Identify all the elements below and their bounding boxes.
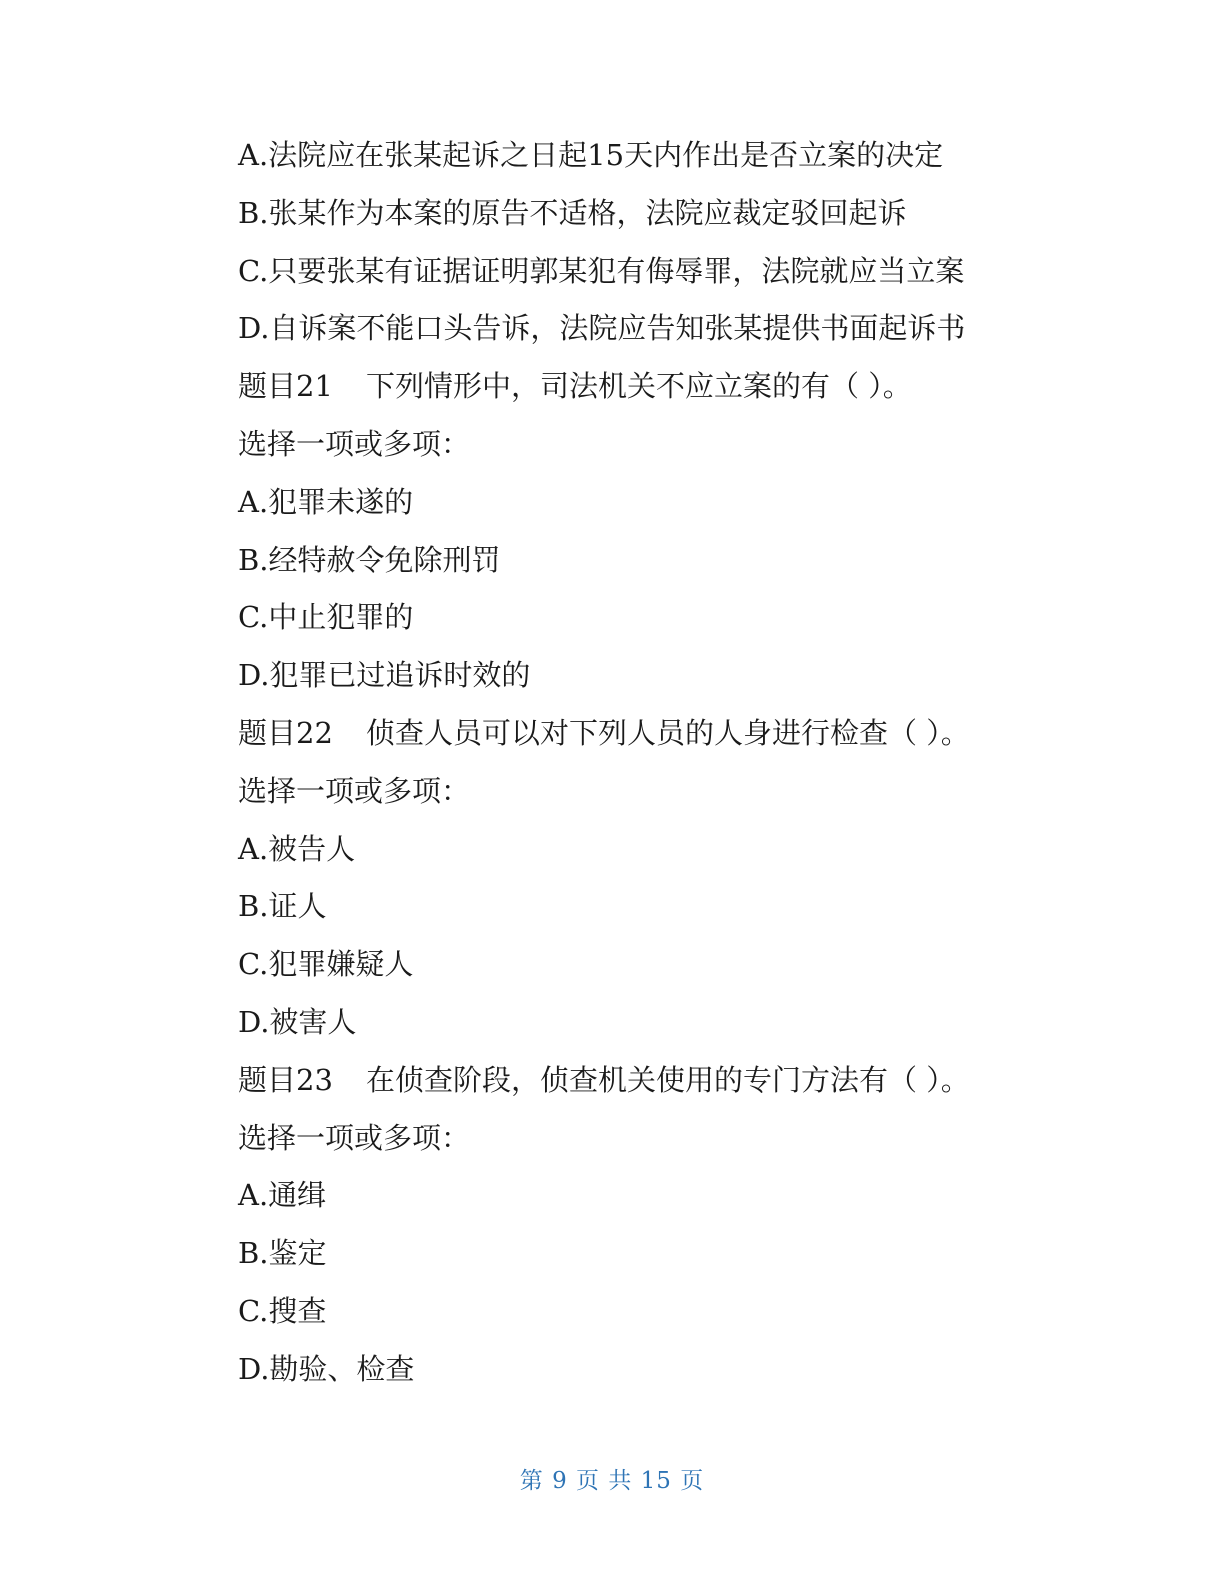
option-a: A.被告人 [238,831,356,866]
option-c: C.只要张某有证据证明郭某犯有侮辱罪，法院就应当立案 [238,253,965,288]
document-body [238,127,1138,1399]
question-number: 题目21 [238,369,333,404]
option-d: D.自诉案不能口头告诉，法院应告知张某提供书面起诉书 [238,311,966,346]
question-21-heading [238,358,1138,416]
option-b: B.证人 [238,889,327,924]
option-a: A.通缉 [238,1178,327,1213]
option-b: B.张某作为本案的原告不适格，法院应裁定驳回起诉 [238,195,907,230]
option-a: A.法院应在张某起诉之日起15天内作出是否立案的决定 [238,138,944,172]
option-d: D.勘验、检查 [238,1351,415,1386]
question-text: 在侦查阶段，侦查机关使用的专门方法有（ ）。 [366,1062,970,1097]
question-number: 题目22 [238,715,333,750]
option-b: B.经特赦令免除刑罚 [238,542,501,577]
question-23-heading [238,1052,1138,1110]
option-c: C.中止犯罪的 [238,600,414,635]
option-a: A.犯罪未遂的 [238,484,414,519]
option-c: C.搜查 [238,1293,327,1328]
option-d: D.犯罪已过追诉时效的 [238,658,531,693]
option-b: B.鉴定 [238,1236,327,1271]
page-footer: 第 9 页 共 15 页 [519,1468,705,1494]
question-instruction: 选择一项或多项： [238,1120,471,1155]
option-d: D.被害人 [238,1004,357,1039]
question-22-heading [238,705,1138,763]
question-number: 题目23 [238,1062,333,1097]
question-instruction: 选择一项或多项： [238,773,471,808]
question-text: 侦查人员可以对下列人员的人身进行检查（ ）。 [366,715,970,750]
option-c: C.犯罪嫌疑人 [238,947,414,982]
question-text: 下列情形中，司法机关不应立案的有（ ）。 [366,369,912,404]
question-instruction: 选择一项或多项： [238,426,471,461]
